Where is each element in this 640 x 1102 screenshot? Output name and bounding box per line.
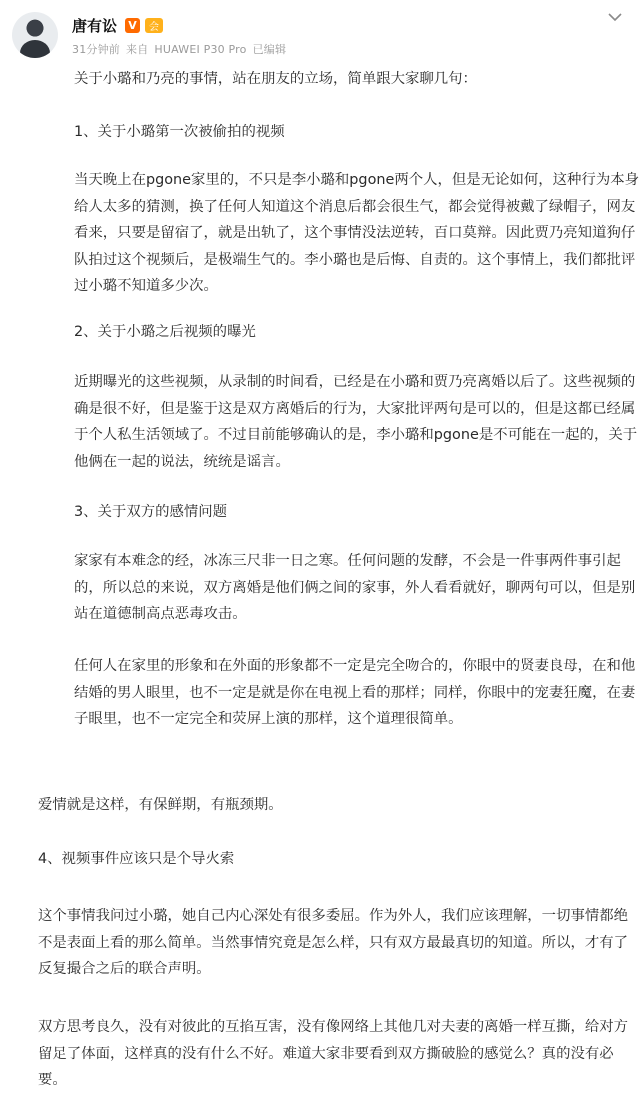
section-1-text: 当天晚上在pgone家里的，不只是李小璐和pgone两个人，但是无论如何，这种行为本身给人太多的猜测，换了任何人知道这个消息后都会很生气，都会觉得被戴了绿帽子，网友看来，只要是留宿了，就是出轨了，这个事情没法逆转，百口莫辩。因此贾乃亮知道狗仔队拍过这个视频后，是极端生气的。李小璐也是后悔、自责的。这个事情上，我们都批评过小璐不知道多少次。 xyxy=(74,172,639,294)
section-4-title: 4、视频事件应该只是个导火索 xyxy=(38,851,235,867)
section-1-title: 1、关于小璐第一次被偷拍的视频 xyxy=(74,124,285,140)
device-source: HUAWEI P30 Pro xyxy=(154,43,247,56)
section-3-title: 3、关于双方的感情问题 xyxy=(74,504,228,520)
section-4-text-a: 这个事情我问过小璐，她自己内心深处有很多委屈。作为外人，我们应该理解，一切事情都绝不是表面上看的那么简单。当然事情究竟是怎么样，只有双方最最真切的知道。所以，才有了反复撮合之后的联合声明。 xyxy=(38,908,629,977)
section-3-text-a: 家家有本难念的经，冰冻三尺非一日之寒。任何问题的发酵，不会是一件事两件事引起的，所以总的来说，双方离婚是他们俩之间的家事，外人看看就好，聊两句可以，但是别站在道德制高点恶毒攻击。 xyxy=(74,553,636,622)
post-meta xyxy=(72,41,292,57)
section-2-text: 近期曝光的这些视频，从录制的时间看，已经是在小璐和贾乃亮离婚以后了。这些视频的确是很不好，但是鉴于这是双方离婚后的行为，大家批评两句是可以的，但是这都已经属于个人私生活领域了。不过目前能够确认的是，李小璐和pgone是不可能在一起的，关于他俩在一起的说法，统统是谣言。 xyxy=(74,374,638,470)
section-4-text-b: 双方思考良久，没有对彼此的互掐互害，没有像网络上其他几对夫妻的离婚一样互撕，给对方留足了体面，这样真的没有什么不好。难道大家非要看到双方撕破脸的感觉么？真的没有必要。 xyxy=(38,1019,629,1088)
source-prefix: 来自 xyxy=(126,43,149,56)
section-2-title: 2、关于小璐之后视频的曝光 xyxy=(74,324,256,340)
intro-paragraph: 关于小璐和乃亮的事情，站在朋友的立场，简单跟大家聊几句： xyxy=(74,71,477,87)
edited-label: 已编辑 xyxy=(252,43,287,56)
chevron-down-icon[interactable] xyxy=(604,8,626,26)
post-time: 31分钟前 xyxy=(72,43,120,56)
member-badge-icon: 会 xyxy=(145,18,163,33)
post-header xyxy=(0,0,640,72)
verified-badge-icon: V xyxy=(125,18,140,33)
section-3-text-b: 任何人在家里的形象和在外面的形象都不一定是完全吻合的，你眼中的贤妻良母，在和他结婚的男人眼里，也不一定是就是你在电视上看的那样；同样，你眼中的宠妻狂魔，在妻子眼里，也不一定完全和荧屏上演的那样，这个道理很简单。 xyxy=(74,658,636,727)
author-name[interactable]: 唐有讼 xyxy=(72,16,118,35)
avatar[interactable] xyxy=(12,12,58,58)
author-row xyxy=(72,14,163,36)
avatar-figure xyxy=(20,40,50,58)
love-line: 爱情就是这样，有保鲜期，有瓶颈期。 xyxy=(38,797,283,813)
